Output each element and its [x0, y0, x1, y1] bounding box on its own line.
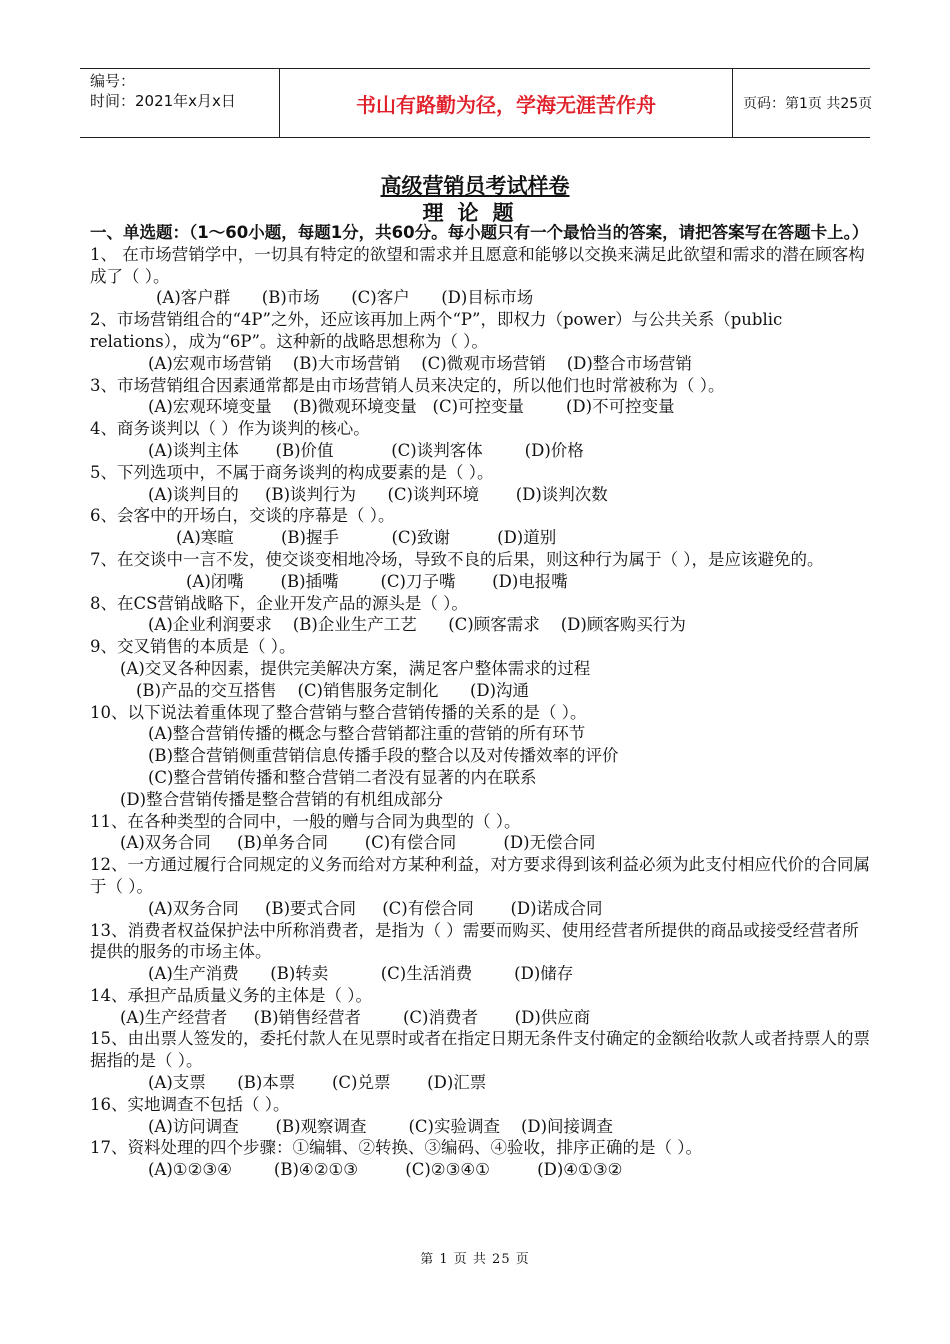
answer-options: (A)谈判主体 (B)价值 (C)谈判客体 (D)价格	[148, 440, 584, 460]
answer-options: (A)企业利润要求 (B)企业生产工艺 (C)顾客需求 (D)顾客购买行为	[148, 615, 686, 635]
question-text: 5、下列选项中，不属于商务谈判的构成要素的是（ ）。	[90, 462, 494, 482]
answer-options: (D)整合营销传播是整合营销的有机组成部分	[120, 789, 444, 809]
question-text: 7、在交谈中一言不发，使交谈变相地冷场，导致不良的后果，则这种行为属于（ ），是应该避免的。	[90, 549, 824, 569]
question-text: 12、一方通过履行合同规定的义务而给对方某种利益，对方要求得到该利益必须为此支付相应代价的合同属于（ ）。	[90, 855, 870, 896]
page-footer: 第 1 页 共 25 页	[420, 1252, 530, 1267]
answer-options: (A)访问调查 (B)观察调查 (C)实验调查 (D)间接调查	[148, 1116, 614, 1136]
question-text: 16、实地调查不包括（ ）。	[90, 1094, 290, 1114]
answer-options: (A)客户群 (B)市场 (C)客户 (D)目标市场	[156, 288, 534, 308]
header-page-info: 页码：第1页 共25页	[743, 96, 873, 112]
answer-options: (A)整合营销传播的概念与整合营销都注重的营销的所有环节	[148, 724, 586, 744]
question-text: 11、在各种类型的合同中，一般的赠与合同为典型的（ ）。	[90, 811, 521, 831]
question-text: 15、由出票人签发的，委托付款人在见票时或者在指定日期无条件支付确定的金额给收款人或者持票人的票据指的是（ ）。	[90, 1029, 870, 1071]
question-text: 2、市场营销组合的“4P”之外，还应该再加上两个“P”，即权力（power）与公共关系（public relations），成为“6P”。这种新的战略思想称为（ ）。	[90, 310, 783, 351]
number-label: 编号：	[90, 72, 136, 90]
document-subtitle: 理论题	[422, 200, 528, 225]
answer-options: (B)整合营销侧重营销信息传播手段的整合以及对传播效率的评价	[148, 746, 619, 766]
question-text: 4、商务谈判以（ ）作为谈判的核心。	[90, 419, 370, 439]
question-text: 13、消费者权益保护法中所称消费者，是指为（ ）需要而购买、使用经营者所提供的商品或接受经营者所提供的服务的市场主体。	[90, 920, 859, 962]
header-slogan-cell	[280, 69, 733, 137]
question-text: 8、在CS营销战略下，企业开发产品的源头是（ ）。	[90, 593, 468, 613]
header-meta	[80, 69, 280, 137]
question-list	[90, 222, 870, 1181]
question-text: 9、交叉销售的本质是（ ）。	[90, 637, 296, 657]
answer-options: (A)交叉各种因素，提供完美解决方案，满足客户整体需求的过程	[120, 658, 591, 678]
answer-options: (A)寒暄 (B)握手 (C)致谢 (D)道别	[176, 528, 557, 548]
answer-options: (A)闭嘴 (B)插嘴 (C)刀子嘴 (D)电报嘴	[186, 571, 568, 591]
question-text: 14、承担产品质量义务的主体是（ ）。	[90, 985, 372, 1005]
time-label: 时间：2021年x月x日	[90, 92, 236, 110]
answer-options: (A)双务合同 (B)单务合同 (C)有偿合同 (D)无偿合同	[120, 833, 596, 853]
answer-options: (A)谈判目的 (B)谈判行为 (C)谈判环境 (D)谈判次数	[148, 484, 608, 504]
answer-options: (A)生产经营者 (B)销售经营者 (C)消费者 (D)供应商	[120, 1007, 591, 1027]
answer-options: (C)整合营销传播和整合营销二者没有显著的内在联系	[148, 767, 537, 787]
page-header	[80, 68, 873, 138]
document-title: 高级营销员考试样卷	[380, 173, 570, 198]
answer-options: (A)双务合同 (B)要式合同 (C)有偿合同 (D)诺成合同	[148, 898, 603, 918]
section-heading: 一、单选题：（1～60小题，每题1分，共60分。每小题只有一个最恰当的答案，请把答案写在答题卡上。）	[90, 223, 869, 242]
question-text: 6、会客中的开场白，交谈的序幕是（ ）。	[90, 506, 395, 526]
answer-options: (B)产品的交互搭售 (C)销售服务定制化 (D)沟通	[136, 680, 530, 700]
answer-options: (A)①②③④ (B)④②①③ (C)②③④① (D)④①③②	[148, 1160, 623, 1180]
question-text: 17、资料处理的四个步骤：①编辑、②转换、③编码、④验收，排序正确的是（ ）。	[90, 1138, 702, 1158]
answer-options: (A)支票 (B)本票 (C)兑票 (D)汇票	[148, 1073, 487, 1093]
slogan: 书山有路勤为径，学海无涯苦作舟	[356, 92, 656, 117]
answer-options: (A)生产消费 (B)转卖 (C)生活消费 (D)储存	[148, 964, 574, 984]
question-text: 10、以下说法着重体现了整合营销与整合营销传播的关系的是（ ）。	[90, 702, 587, 722]
question-text: 1、 在市场营销学中，一切具有特定的欲望和需求并且愿意和能够以交换来满足此欲望和需求的潜在顾客构成了（ ）。	[90, 244, 865, 286]
question-text: 3、市场营销组合因素通常都是由市场营销人员来决定的，所以他们也时常被称为（ ）。	[90, 375, 725, 395]
answer-options: (A)宏观市场营销 (B)大市场营销 (C)微观市场营销 (D)整合市场营销	[148, 353, 692, 373]
answer-options: (A)宏观环境变量 (B)微观环境变量 (C)可控变量 (D)不可控变量	[148, 397, 675, 417]
